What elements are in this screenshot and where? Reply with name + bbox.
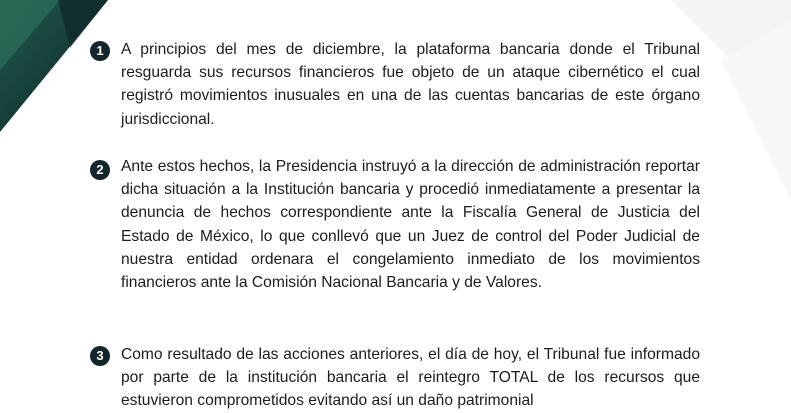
list-item: [90, 155, 700, 294]
paragraph-text: A principios del mes de diciembre, la plataforma bancaria donde el Tribunal resguarda sus recursos financieros fue objeto de un ataque cibernético el cual registró movimientos inusuales en una de las cuentas bancarias de este órgano jurisdiccional.: [121, 41, 700, 128]
paragraph-text: Como resultado de las acciones anteriores, el día de hoy, el Tribunal fue informado por parte de la institución bancaria el reintegro TOTAL de los recursos que estuvieron comprometidos evitando así un daño patrimonial: [121, 346, 700, 410]
number-badge: 2: [90, 160, 110, 180]
list-item: [90, 38, 700, 131]
list-item: [90, 343, 700, 413]
number-badge: 3: [90, 346, 110, 366]
paragraph-text: Ante estos hechos, la Presidencia instruyó a la dirección de administración reportar dicha situación a la Institución bancaria y procedió inmediatamente a presentar la denuncia de hechos correspondiente ante la Fiscalía General de Justicia del Estado de México, lo que conllevó que un Juez de control del Poder Judicial de nuestra entidad ordenara el congelamiento inmediato de los movimientos financieros ante la Comisión Nacional Bancaria y de Valores.: [121, 158, 700, 292]
number-badge: 1: [90, 41, 110, 61]
